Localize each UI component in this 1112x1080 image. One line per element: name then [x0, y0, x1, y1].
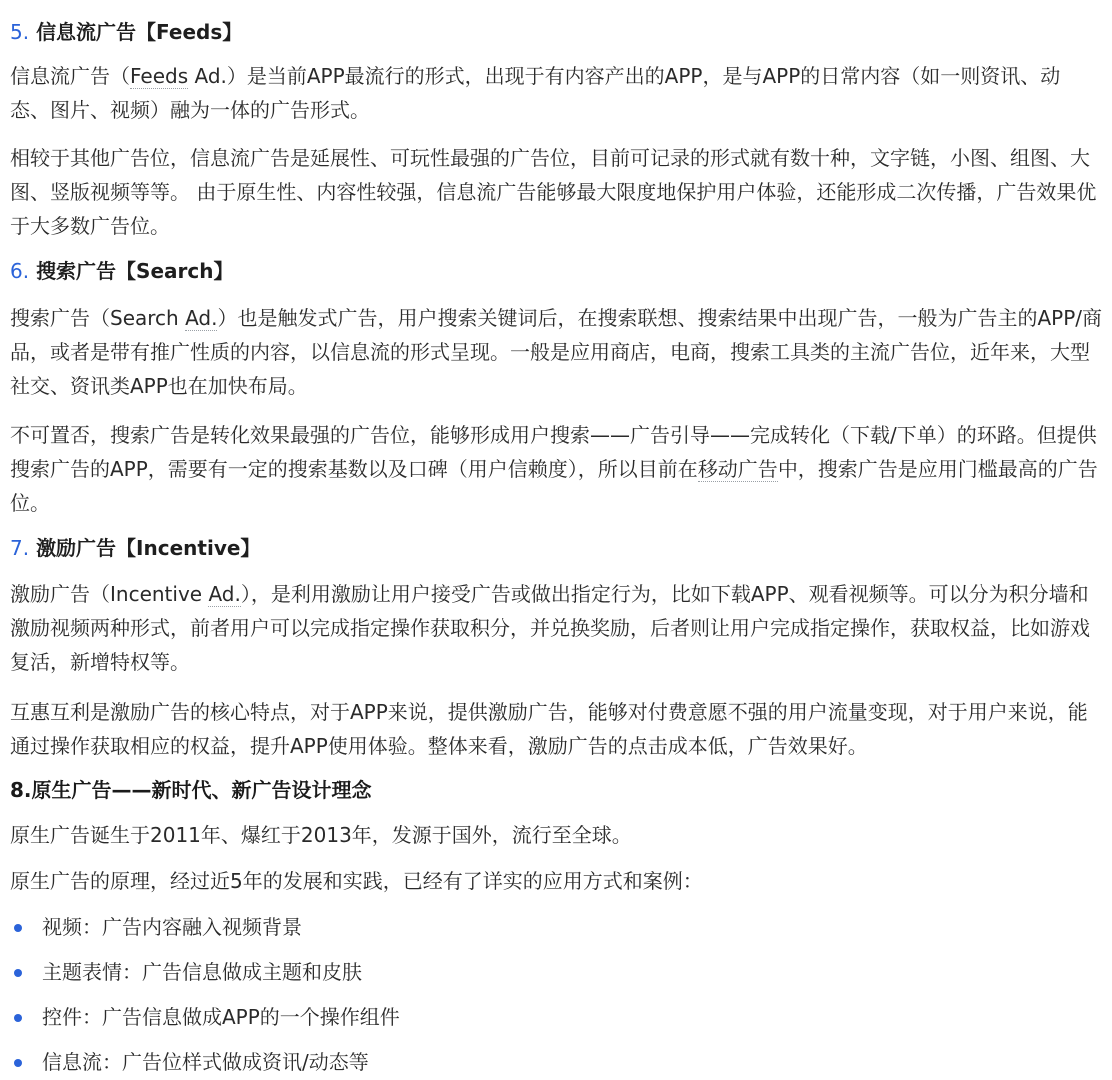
term-link[interactable]: Feeds	[130, 64, 189, 88]
bullet-icon	[14, 1059, 22, 1067]
native-paragraph-1: 原生广告诞生于2011年、爆红于2013年，发源于国外，流行至全球。	[10, 823, 632, 847]
list-item	[10, 955, 400, 989]
text-run: ）也是触发式广告，用户搜索关键词后，在搜索联想、搜索结果中出现广告，一般为广告主的APP/商品，或者是带有推广性质的内容，以信息流的形式呈现。一般是应用商店，电商，搜索工具类的主流广告位，近年来，大型社交、资讯类APP也在加快布局。	[10, 306, 1103, 398]
text-run: 搜索广告（Search	[10, 306, 186, 330]
list-item-text: 视频：广告内容融入视频背景	[42, 915, 302, 939]
text-run: 激励广告（Incentive	[10, 582, 209, 606]
section-7-paragraph-1	[10, 577, 1105, 679]
list-item-text: 控件：广告信息做成APP的一个操作组件	[42, 1005, 400, 1029]
section-5-paragraph-2	[10, 141, 1105, 243]
section-5-number: 5.	[10, 20, 30, 44]
section-7-number: 7.	[10, 536, 30, 560]
text-run: ），是利用激励让用户接受广告或做出指定行为，比如下载APP、观看视频等。可以分为积分墙和激励视频两种形式，前者用户可以完成指定操作获取积分，并兑换奖励，后者则让用户完成指定操作，获取权益，比如游戏复活，新增特权等。	[10, 582, 1090, 674]
list-item	[10, 910, 400, 944]
native-ads-heading: 8.原生广告——新时代、新广告设计理念	[10, 778, 372, 802]
list-item-text: 信息流：广告位样式做成资讯/动态等	[42, 1050, 369, 1074]
section-6-paragraph-2	[10, 418, 1105, 520]
text-run: 不可置否，搜索广告是转化效果最强的广告位，能够形成用户搜索——广告引导——完成转化（下载/下单）的环路。但提供搜索广告的APP，需要有一定的搜索基数以及口碑（用户信赖度），所以目前在	[10, 423, 1097, 481]
section-7-heading	[10, 536, 260, 560]
bullet-icon	[14, 924, 22, 932]
list-item-text: 主题表情：广告信息做成主题和皮肤	[42, 960, 362, 984]
text-run: 信息流广告（	[10, 64, 130, 88]
list-item	[10, 1000, 400, 1034]
term-link[interactable]: 移动广告	[697, 457, 778, 481]
text-run: 相较于其他广告位，信息流广告是延展性、可玩性最强的广告位，目前可记录的形式就有数十种，文字链，小图、组图、大图、竖版视频等等。 由于原生性、内容性较强，信息流广告能够最大限度地保护用户体验，还能形成二次传播，广告效果优于大多数广告位。	[10, 146, 1097, 238]
section-7-paragraph-2	[10, 695, 1105, 763]
text-run: 互惠互利是激励广告的核心特点，对于APP来说，提供激励广告，能够对付费意愿不强的用户流量变现，对于用户来说，能通过操作获取相应的权益，提升APP使用体验。整体来看，激励广告的点击成本低，广告效果好。	[10, 700, 1088, 758]
section-6-heading	[10, 259, 233, 283]
native-paragraph-2: 原生广告的原理，经过近5年的发展和实践，已经有了详实的应用方式和案例：	[10, 869, 703, 893]
term-link[interactable]: Ad.	[208, 582, 241, 606]
text-run: Ad.）是当前APP最流行的形式，出现于有内容产出的APP，是与APP的日常内容（如一则资讯、动态、图片、视频）融为一体的广告形式。	[10, 64, 1061, 122]
section-6-number: 6.	[10, 259, 30, 283]
section-6-title: 搜索广告【Search】	[36, 259, 234, 283]
text-run: 中，搜索广告是应用门槛最高的广告位。	[10, 457, 1098, 515]
bullet-icon	[14, 969, 22, 977]
section-5-paragraph-1	[10, 59, 1092, 127]
native-examples-list	[10, 910, 400, 1079]
section-5-heading	[10, 20, 242, 44]
section-7-title: 激励广告【Incentive】	[36, 536, 261, 560]
bullet-icon	[14, 1014, 22, 1022]
section-6-paragraph-1	[10, 301, 1105, 403]
section-5-title: 信息流广告【Feeds】	[36, 20, 243, 44]
list-item	[10, 1045, 400, 1079]
term-link[interactable]: Ad.	[185, 306, 218, 330]
